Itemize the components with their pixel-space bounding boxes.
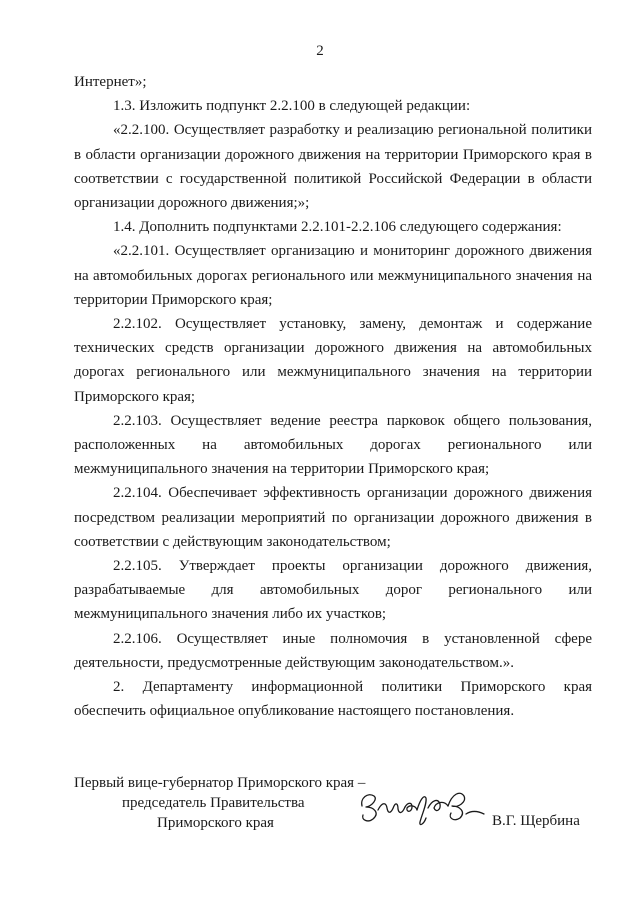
paragraph-2-2-103: 2.2.103. Осуществляет ведение реестра парковок общего пользования, расположенных на автомобильных дорогах регионального или межмуниципального значения на территории Приморского края;: [74, 412, 592, 478]
signature-block: [74, 772, 614, 832]
signatory-title-line-1: Первый вице-губернатор Приморского края –: [74, 775, 366, 791]
paragraph-2-2-101: «2.2.101. Осуществляет организацию и мониторинг дорожного движения на автомобильных дорогах регионального или межмуниципального значения на территории Приморского края;: [74, 243, 592, 308]
paragraph-continuation: Интернет»;: [74, 74, 147, 90]
signatory-title-line-3: Приморского края: [157, 815, 274, 831]
paragraph-2-publication: 2. Департаменту информационной политики Приморского края обеспечить официальное опубликование настоящего постановления.: [74, 679, 592, 720]
paragraph-2-2-104: 2.2.104. Обеспечивает эффективность организации дорожного движения посредством реализации мероприятий по организации дорожного движения в соответствии с действующим законодательством;: [74, 485, 592, 550]
signatory-title-line-2: председатель Правительства: [122, 795, 305, 811]
paragraph-1-4: 1.4. Дополнить подпунктами 2.2.101-2.2.106 следующего содержания:: [113, 219, 562, 236]
paragraph-2-2-106: 2.2.106. Осуществляет иные полномочия в установленной сфере деятельности, предусмотренные действующим законодательством.».: [74, 630, 592, 671]
document-body: [74, 70, 592, 723]
page-number: 2: [316, 43, 324, 59]
signatory-name: В.Г. Щербина: [492, 813, 580, 829]
paragraph-2-2-100: «2.2.100. Осуществляет разработку и реализацию региональной политики в области организации дорожного движения на территории Приморского края в соответствии с государственной политикой Российской Федерации в области организации дорожного движения;»;: [74, 122, 592, 212]
paragraph-2-2-105: 2.2.105. Утверждает проекты организации дорожного движения, разрабатываемые для автомобильных дорог регионального или межмуниципального значения либо их участков;: [74, 558, 592, 623]
paragraph-2-2-102: 2.2.102. Осуществляет установку, замену, демонтаж и содержание технических средств организации дорожного движения на автомобильных дорогах регионального или межмуниципального значения на территории Приморского края;: [74, 316, 592, 405]
handwritten-signature: [354, 780, 494, 832]
paragraph-1-3: 1.3. Изложить подпункт 2.2.100 в следующей редакции:: [113, 98, 471, 115]
